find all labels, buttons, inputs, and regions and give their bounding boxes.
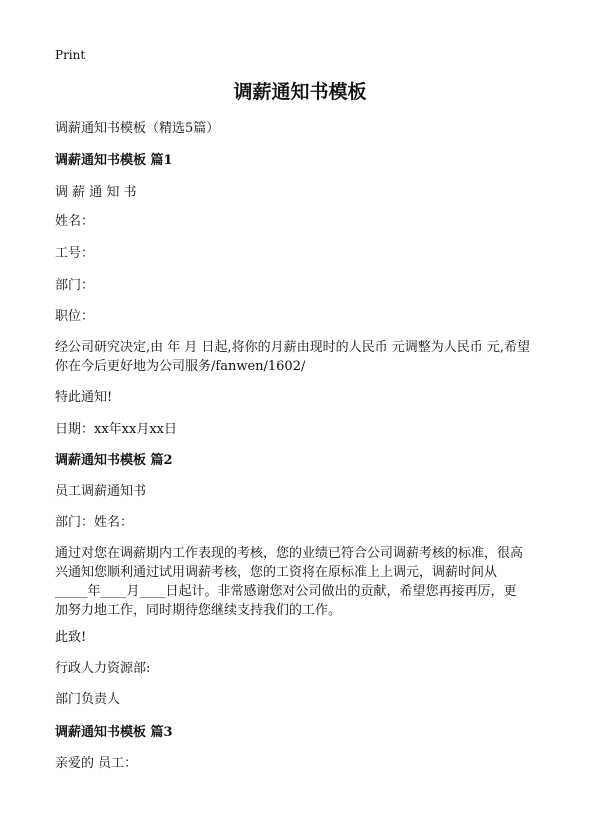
section2-dept-name-field: 部门：姓名：: [55, 515, 134, 530]
section-heading-2: 调薪通知书模板 篇2: [55, 453, 173, 468]
section1-department-field: 部门：: [55, 278, 95, 293]
page-title: 调薪通知书模板: [233, 81, 367, 103]
section2-doc-title: 员工调薪通知书: [55, 484, 147, 499]
section1-date: 日期：xx年xx月xx日: [55, 422, 177, 437]
section2-body-line-4: 加努力地工作，同时期待您继续支持我们的工作。: [55, 603, 342, 618]
print-label: Print: [55, 48, 86, 62]
section2-closing: 此致!: [55, 630, 87, 645]
section1-position-field: 职位：: [55, 309, 95, 324]
section1-body-line-1: 经公司研究决定,由 年 月 日起,将你的月薪由现时的人民币 元调整为人民币 元,希望: [55, 340, 531, 355]
section1-job-number-field: 工号：: [55, 246, 95, 261]
section2-hr-department: 行政人力资源部:: [55, 661, 151, 676]
section1-name-field: 姓名：: [55, 214, 95, 229]
section2-department-head: 部门负责人: [55, 692, 121, 707]
section2-body-line-1: 通过对您在调薪期内工作表现的考核，您的业绩已符合公司调薪考核的标准，很高: [55, 546, 524, 561]
section1-doc-title: 调 薪 通 知 书: [55, 185, 137, 200]
section2-body-line-2: 兴通知您顺利通过试用调薪考核，您的工资将在原标准上上调元，调薪时间从: [55, 565, 498, 580]
section-heading-3: 调薪通知书模板 篇3: [55, 725, 173, 740]
section1-notice: 特此通知!: [55, 390, 113, 405]
section2-body-line-3: _____年____月____日起计。非常感谢您对公司做出的贡献，希望您再接再厉，更: [55, 584, 517, 599]
subtitle: 调薪通知书模板（精选5篇）: [55, 121, 220, 136]
section-heading-1: 调薪通知书模板 篇1: [55, 153, 173, 168]
section1-body-line-2: 你在今后更好地为公司服务/fanwen/1602/: [55, 359, 306, 374]
section3-greeting: 亲爱的 员工：: [55, 756, 138, 771]
